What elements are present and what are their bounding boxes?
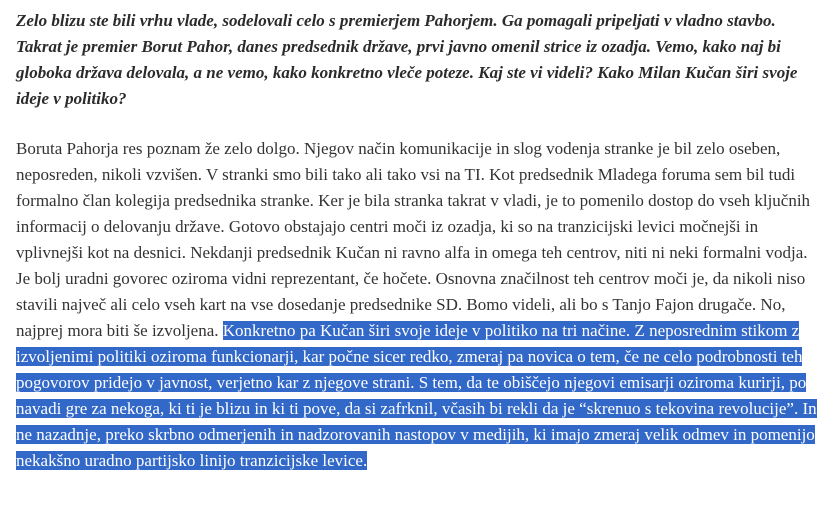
interview-question: Zelo blizu ste bili vrhu vlade, sodelovali celo s premierjem Pahorjem. Ga pomagali pripeljati v vladno stavbo. Takrat je premier Borut Pahor, danes predsednik države, prvi javno omenil strice iz ozadja. Vemo, kako naj bi globoka država delovala, a ne vemo, kako konkretno vleče poteze. Kaj ste vi videli? Kako Milan Kučan širi svoje ideje v politiko? xyxy=(16,11,798,108)
selected-answer-text[interactable]: Konkretno pa Kučan širi svoje ideje v politiko na tri načine. Z neposrednim stikom z izvoljenimi politiki oziroma funkcionarji, kar počne sicer redko, zmeraj pa novica o tem, če ne celo podrobnosti teh pogovorov pridejo v javnost, verjetno kar z njegove strani. S tem, da te obiščejo njegovi emisarji oziroma kurirji, po navadi gre za nekoga, ki ti je blizu in ki ti pove, da si zafrknil, včasih bi rekli da je “skrenuo s tekovina revolucije”. In ne nazadnje, preko skrbno odmerjenih in nadzorovanih nastopov v medijih, ki imajo zmeraj velik odmev in pomenijo nekakšno uradno partijsko linijo tranzicijske levice. xyxy=(16,321,817,470)
answer-text[interactable]: Boruta Pahorja res poznam že zelo dolgo. Njegov način komunikacije in slog vodenja stranke je bil zelo oseben, neposreden, nikoli vzvišen. V stranki smo bili tako ali tako vsi na TI. Kot predsednik Mladega foruma sem bil tudi formalno član kolegija predsednika stranke. Ker je bila stranka takrat v vladi, je to pomenilo dostop do vseh ključnih informacij o delovanju države. Gotovo obstajajo centri moči iz ozadja, ki so na tranzicijski levici močnejši in vplivnejši kot na desnici. Nekdanji predsednik Kučan ni ravno alfa in omega teh centrov, niti ni neki formalni vodja. Je bolj uradni govorec oziroma vidni reprezentant, če hočete. Osnovna značilnost teh centrov moči je, da nikoli niso stavili največ ali celo vseh kart na vse dosedanje predsednike SD. Bomo videli, ali bo s Tanjo Fajon drugače. No, najprej mora biti še izvoljena. xyxy=(16,139,811,340)
interview-answer xyxy=(16,136,820,474)
